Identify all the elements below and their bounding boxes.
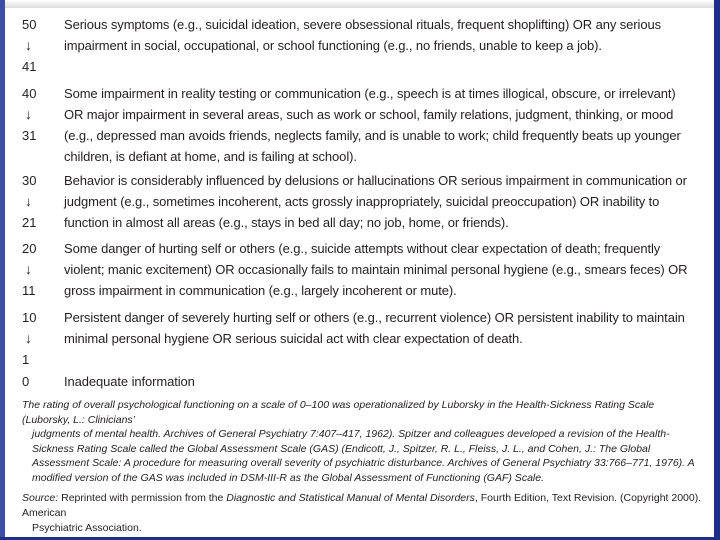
score-top: 50 — [22, 17, 37, 32]
score-range — [22, 371, 52, 392]
right-frame-bar — [714, 0, 720, 540]
down-arrow-icon: ↓ — [25, 37, 32, 53]
score-range — [22, 307, 52, 370]
entry-description: Serious symptoms (e.g., suicidal ideation, severe obsessional rituals, frequent shoplifting) OR any serious impairment in social, occupational, or school functioning (e.g., no friends, unable to keep a job). — [64, 17, 661, 53]
entry-description: Behavior is considerably influenced by delusions or hallucinations OR serious impairment in communication or judgment (e.g., sometimes incoherent, acts grossly inappropriately, suicidal preoccupation) OR inability to function in almost all areas (e.g., stays in bed all day; no job, home, or friends). — [64, 173, 687, 230]
source-pre: Reprinted with permission from the — [58, 492, 227, 504]
down-arrow-icon: ↓ — [25, 193, 32, 209]
score-bottom: 1 — [22, 352, 30, 367]
down-arrow-icon: ↓ — [25, 261, 32, 277]
source-continuation: Psychiatric Association. — [32, 522, 142, 534]
score-top: 20 — [22, 241, 37, 256]
top-frame-bar — [0, 0, 720, 8]
footnote-text — [22, 398, 702, 485]
score-top: 0 — [22, 374, 30, 389]
scale-footnote — [22, 398, 702, 485]
score-top: 40 — [22, 86, 37, 101]
source-post: , Fourth Edition, Text Revision. (Copyright 2000). American — [22, 492, 702, 519]
footnote-continuation: judgments of mental health. Archives of General Psychiatry 7:407–417, 1962). Spitzer and colleagues developed a revision of the Health-Sickness Rating Scale called the Global Assessment Scale (GAS) (Endicott, J., Spitzer, R. L., Fleiss, J. L., and Cohen, J.: The Global Assessment Scale: A procedure for measuring overall severity of psychiatric disturbance. Archives of General Psychiatry 33:766–771, 1976). A modified version of the GAS was included in DSM-III-R as the Global Assessment of Functioning (GAF) Scale. — [32, 428, 695, 484]
score-bottom: 11 — [22, 283, 36, 298]
entry-description: Inadequate information — [64, 374, 195, 389]
score-range — [22, 14, 52, 77]
score-range — [22, 238, 52, 301]
footnote-first-line: The rating of overall psychological functioning on a scale of 0–100 was operationalized by Luborsky in the Health-Sickness Rating Scale (Luborsky, L.: Clinicians’ — [22, 399, 655, 426]
entry-description: Persistent danger of severely hurting self or others (e.g., recurrent violence) OR persistent inability to maintain minimal personal hygiene OR serious suicidal act with clear expectation of death. — [64, 310, 685, 346]
source-label: Source: — [22, 492, 59, 504]
score-bottom: 41 — [22, 59, 37, 74]
score-bottom: 31 — [22, 128, 37, 143]
score-range — [22, 170, 52, 233]
entry-description: Some danger of hurting self or others (e.g., suicide attempts without clear expectation of death; frequently violent; manic excitement) OR occasionally fails to maintain minimal personal hygiene (e.g., smears feces) OR gross impairment in communication (e.g., largely incoherent or mute). — [64, 241, 688, 298]
left-frame-bar — [0, 0, 5, 540]
score-top: 30 — [22, 173, 37, 188]
score-range — [22, 83, 52, 146]
entry-description: Some impairment in reality testing or communication (e.g., speech is at times illogical, obscure, or irrelevant) OR major impairment in several areas, such as work or school, family relations, judgment, thinking, or mood (e.g., depressed man avoids friends, neglects family, and is unable to work; child frequently beats up younger children, is defiant at home, and is failing at school). — [64, 86, 681, 164]
down-arrow-icon: ↓ — [25, 106, 32, 122]
score-top: 10 — [22, 310, 37, 325]
source-citation — [22, 491, 702, 536]
source-book-title: Diagnostic and Statistical Manual of Mental Disorders — [226, 492, 475, 504]
down-arrow-icon: ↓ — [25, 330, 32, 346]
score-bottom: 21 — [22, 215, 37, 230]
